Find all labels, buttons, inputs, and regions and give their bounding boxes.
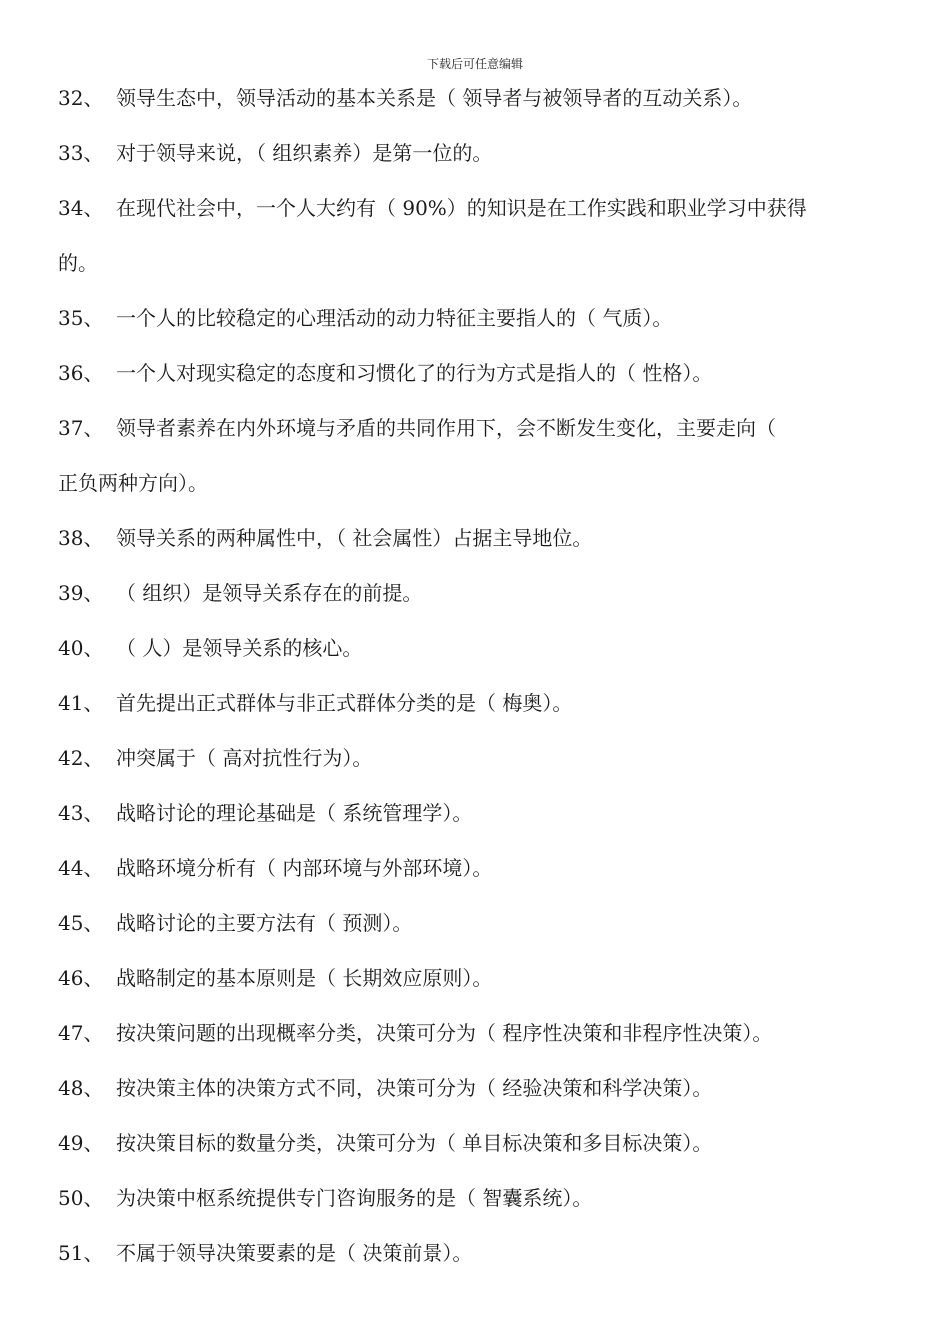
- item-text: 一个人对现实稳定的态度和习惯化了的行为方式是指人的（ 性格）。: [116, 361, 713, 385]
- item-number: 44、: [58, 856, 104, 880]
- list-item: [58, 786, 903, 841]
- item-text: 领导生态中，领导活动的基本关系是（ 领导者与被领导者的互动关系）。: [116, 86, 753, 110]
- item-number: 36、: [58, 361, 104, 385]
- list-item: [58, 181, 903, 291]
- list-item: [58, 951, 903, 1006]
- list-item: [58, 126, 903, 181]
- item-number: 42、: [58, 746, 104, 770]
- item-text: 为决策中枢系统提供专门咨询服务的是（ 智囊系统）。: [116, 1186, 593, 1210]
- item-text: 一个人的比较稳定的心理活动的动力特征主要指人的（ 气质）。: [116, 306, 673, 330]
- list-item: [58, 1006, 903, 1061]
- item-text: 战略讨论的主要方法有（ 预测）。: [116, 911, 413, 935]
- item-text: 首先提出正式群体与非正式群体分类的是（ 梅奥）。: [116, 691, 573, 715]
- list-item: [58, 731, 903, 786]
- item-text: 冲突属于（ 高对抗性行为）。: [116, 746, 373, 770]
- item-number: 35、: [58, 306, 104, 330]
- item-text: 领导关系的两种属性中，（ 社会属性）占据主导地位。: [116, 526, 593, 550]
- list-item: [58, 676, 903, 731]
- item-number: 33、: [58, 141, 104, 165]
- item-text: （ 人）是领导关系的核心。: [116, 636, 363, 660]
- item-number: 50、: [58, 1186, 104, 1210]
- item-number: 43、: [58, 801, 104, 825]
- item-number: 46、: [58, 966, 104, 990]
- item-number: 45、: [58, 911, 104, 935]
- item-number: 40、: [58, 636, 104, 660]
- list-item: [58, 566, 903, 621]
- list-item: [58, 511, 903, 566]
- item-text: 领导者素养在内外环境与矛盾的共同作用下，会不断发生变化，主要走向（: [116, 416, 776, 440]
- item-number: 51、: [58, 1241, 104, 1265]
- item-number: 47、: [58, 1021, 104, 1045]
- item-number: 34、: [58, 196, 104, 220]
- list-item: [58, 1171, 903, 1226]
- question-list: [58, 71, 903, 1281]
- item-text: 按决策目标的数量分类，决策可分为（ 单目标决策和多目标决策）。: [116, 1131, 713, 1155]
- list-item: [58, 1116, 903, 1171]
- item-text: （ 组织）是领导关系存在的前提。: [116, 581, 423, 605]
- item-text: 按决策主体的决策方式不同，决策可分为（ 经验决策和科学决策）。: [116, 1076, 713, 1100]
- item-number: 38、: [58, 526, 104, 550]
- list-item: [58, 71, 903, 126]
- item-number: 32、: [58, 86, 104, 110]
- item-text-continuation: 正负两种方向）。: [58, 471, 208, 495]
- item-text: 战略环境分析有（ 内部环境与外部环境）。: [116, 856, 493, 880]
- list-item: [58, 896, 903, 951]
- page-header: 下载后可任意编辑: [426, 57, 523, 71]
- item-text: 战略制定的基本原则是（ 长期效应原则）。: [116, 966, 493, 990]
- item-number: 49、: [58, 1131, 104, 1155]
- item-text-continuation: 的。: [58, 251, 98, 275]
- list-item: [58, 291, 903, 346]
- list-item: [58, 1226, 903, 1281]
- item-text: 按决策问题的出现概率分类，决策可分为（ 程序性决策和非程序性决策）。: [116, 1021, 773, 1045]
- item-number: 48、: [58, 1076, 104, 1100]
- item-number: 39、: [58, 581, 104, 605]
- list-item: [58, 1061, 903, 1116]
- list-item: [58, 841, 903, 896]
- item-text: 对于领导来说，（ 组织素养）是第一位的。: [116, 141, 493, 165]
- list-item: [58, 401, 903, 511]
- item-number: 41、: [58, 691, 104, 715]
- item-text: 战略讨论的理论基础是（ 系统管理学）。: [116, 801, 473, 825]
- item-text: 在现代社会中，一个人大约有（ 90%）的知识是在工作实践和职业学习中获得: [116, 196, 807, 220]
- list-item: [58, 346, 903, 401]
- item-text: 不属于领导决策要素的是（ 决策前景）。: [116, 1241, 473, 1265]
- item-number: 37、: [58, 416, 104, 440]
- list-item: [58, 621, 903, 676]
